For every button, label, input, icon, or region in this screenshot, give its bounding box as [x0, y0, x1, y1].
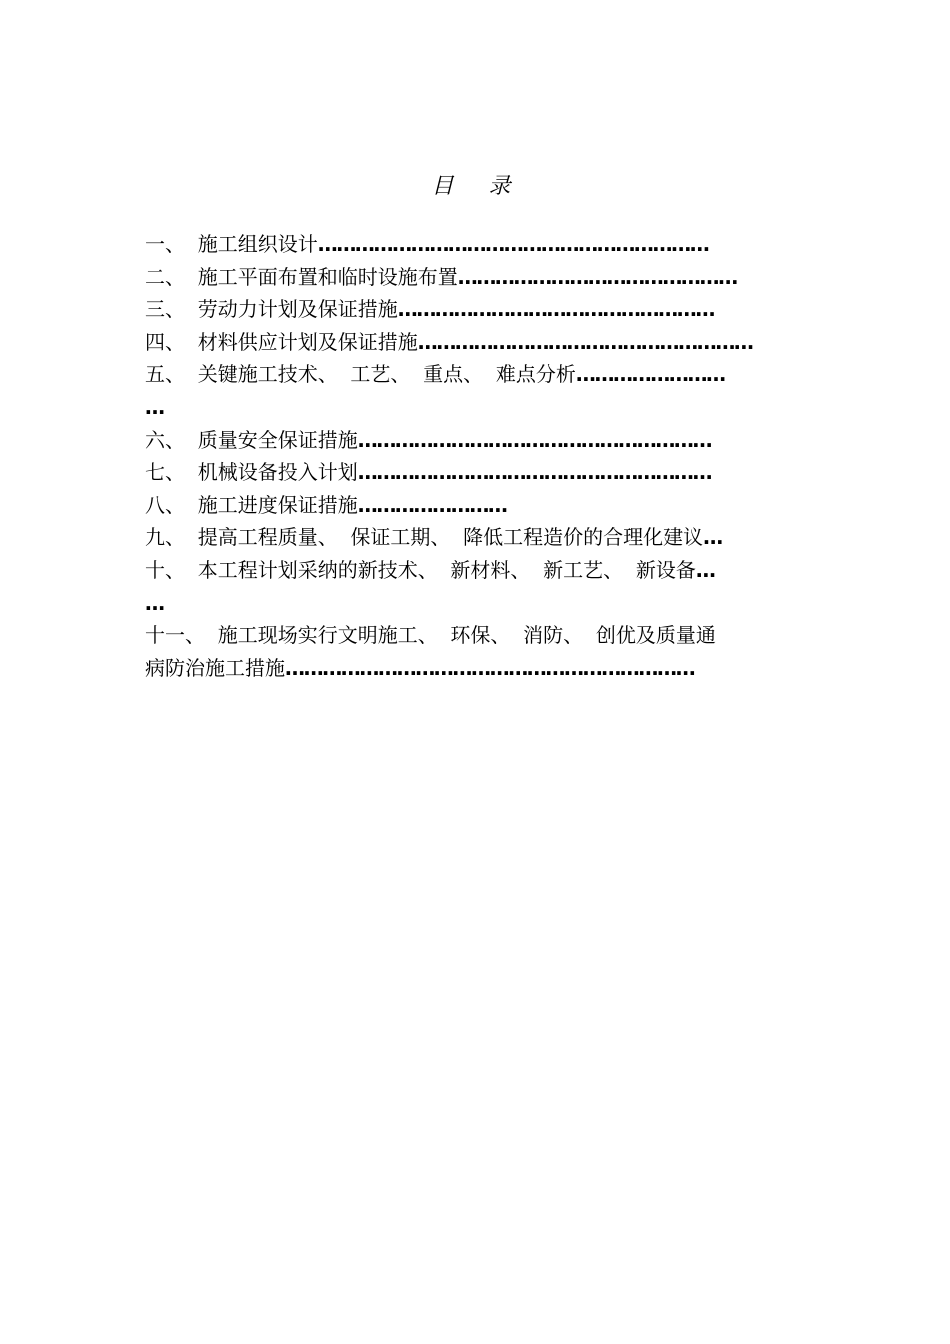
toc-entry-text: 九、 提高工程质量、 保证工期、 降低工程造价的合理化建议 [145, 525, 704, 550]
toc-entry-8[interactable] [145, 489, 815, 522]
toc-leader: ……………………………………………………… [317, 232, 709, 256]
toc-entry-11[interactable] [145, 619, 815, 652]
toc-leader: ………………………………………………………… [285, 655, 695, 680]
toc-entry-10[interactable] [145, 554, 815, 587]
toc-entry-text: 病防治施工措施 [145, 655, 285, 680]
toc-entry-text: 三、 劳动力计划及保证措施 [145, 297, 398, 322]
toc-leader: … [695, 557, 715, 582]
toc-leader: ……………………………………………… [417, 329, 753, 354]
toc-entry-text: 七、 机械设备投入计划 [145, 460, 358, 485]
toc-entry-text: 二、 施工平面布置和临时设施布置 [145, 264, 458, 289]
toc-entry-text: 十一、 施工现场实行文明施工、 环保、 消防、 创优及质量通 [145, 623, 716, 648]
toc-leader: …………………… [575, 362, 725, 387]
toc-entry-2[interactable] [145, 261, 815, 294]
toc-entry-3[interactable] [145, 293, 815, 326]
toc-entry-text: 六、 质量安全保证措施 [145, 427, 358, 452]
toc-leader: … [703, 525, 722, 550]
toc-entry-text: 十、 本工程计划采纳的新技术、 新材料、 新工艺、 新设备 [145, 557, 696, 582]
toc-entry-5-continued[interactable] [145, 391, 815, 424]
toc-leader: … [145, 394, 164, 419]
toc-entry-9[interactable] [145, 521, 815, 554]
toc-leader: ………………………………………………… [357, 427, 712, 452]
toc-entry-text: 四、 材料供应计划及保证措施 [145, 329, 418, 354]
toc-title: 目 录 [431, 174, 525, 199]
toc-leader: … [145, 590, 164, 615]
toc-entry-1[interactable] [145, 228, 815, 261]
toc-entry-text: 八、 施工进度保证措施 [145, 492, 358, 517]
toc-entry-11-continued[interactable] [145, 652, 815, 685]
toc-entry-7[interactable] [145, 456, 815, 489]
table-of-contents [145, 228, 815, 684]
toc-entry-10-continued[interactable] [145, 587, 815, 620]
toc-leader: ……………………………………… [457, 264, 737, 289]
toc-entry-text: 五、 关键施工技术、 工艺、 重点、 难点分析 [145, 362, 576, 387]
toc-entry-5[interactable] [145, 358, 815, 391]
toc-leader: …………………………………………… [397, 297, 714, 322]
toc-leader: …………………… [357, 492, 507, 517]
toc-entry-6[interactable] [145, 424, 815, 457]
toc-entry-4[interactable] [145, 326, 815, 359]
toc-entry-text: 一、 施工组织设计 [145, 232, 318, 256]
toc-leader: ………………………………………………… [357, 460, 712, 485]
